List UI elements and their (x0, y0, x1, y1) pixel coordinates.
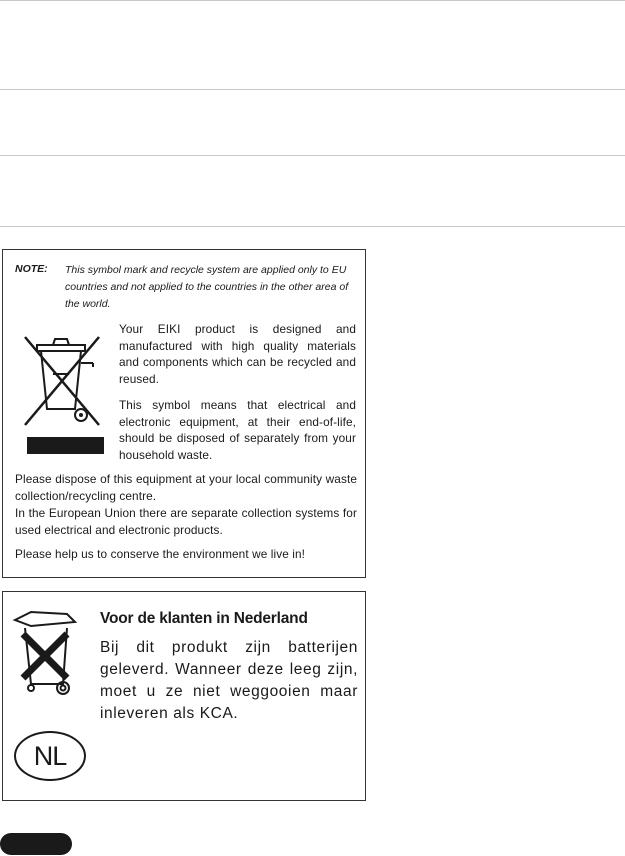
note-label: NOTE: (15, 263, 48, 275)
divider-3 (0, 226, 625, 227)
note-text: This symbol mark and recycle system are applied only to EU countries and not applied to the countries in the other area of the world. (65, 264, 349, 310)
paragraph-dispose: Please dispose of this equipment at your local community waste collection/recycling centre. (15, 472, 357, 503)
nl-country-oval (14, 731, 86, 781)
nl-oval-label: NL (33, 740, 67, 771)
weee-notice-box (2, 249, 366, 578)
divider-2 (0, 155, 625, 156)
top-divider (0, 0, 625, 1)
page-tab-marker (0, 833, 72, 855)
crossed-out-wheelie-bin-icon (17, 329, 107, 433)
crossed-out-battery-bin-icon (11, 606, 81, 698)
paragraph-conserve: Please help us to conserve the environment we live in! (15, 547, 305, 561)
nl-notice-box (2, 591, 366, 801)
nl-title: Voor de klanten in Nederland (100, 610, 308, 627)
divider-1 (0, 89, 625, 90)
nl-body: Bij dit produkt zijn batterijen geleverd. Wanneer deze leeg zijn, moet u ze niet weggooien maar inleveren als KCA. (100, 639, 358, 722)
black-bar-marker (27, 437, 104, 454)
paragraph-product: Your EIKI product is designed and manufactured with high quality materials and components which can be recycled and reused. (119, 322, 356, 386)
paragraph-symbol: This symbol means that electrical and electronic equipment, at their end-of-life, should be disposed of separately from your household waste. (119, 398, 356, 462)
paragraph-eu: In the European Union there are separate collection systems for used electrical and electronic products. (15, 506, 357, 537)
